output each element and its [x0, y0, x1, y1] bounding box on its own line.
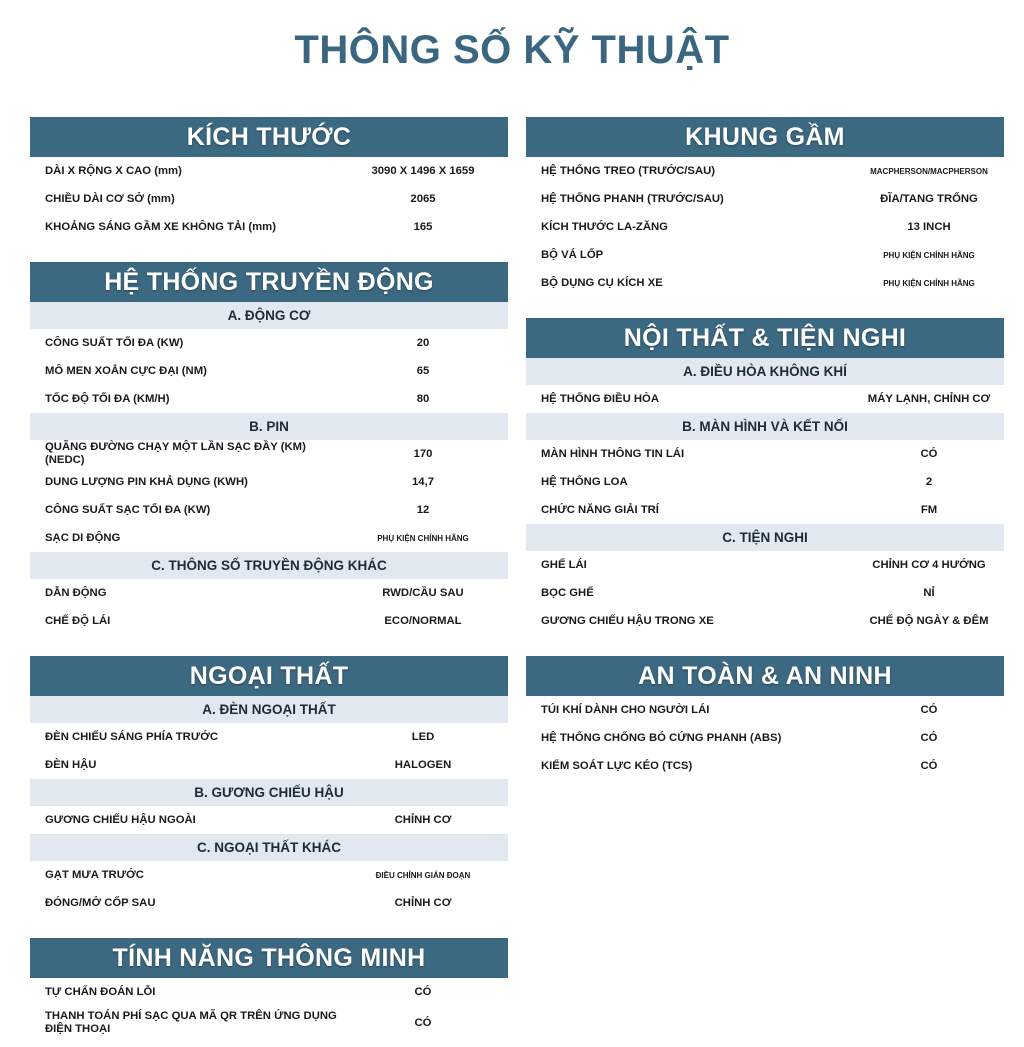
spec-label: GƯƠNG CHIẾU HẬU TRONG XE: [541, 614, 714, 627]
spec-label: HỆ THỐNG TREO (TRƯỚC/SAU): [541, 164, 716, 177]
spec-value: 170: [413, 448, 433, 460]
spec-label: ĐÈN CHIẾU SÁNG PHÍA TRƯỚC: [45, 730, 218, 743]
spec-row: [30, 496, 508, 524]
spec-row: [526, 579, 1004, 607]
spec-row: [30, 751, 508, 779]
spec-row: [526, 468, 1004, 496]
spec-value: CHỈNH CƠ: [394, 897, 452, 909]
spec-label: CÔNG SUẤT SẠC TỐI ĐA (KW): [45, 503, 211, 516]
spec-value: MÁY LẠNH, CHỈNH CƠ: [867, 393, 991, 405]
sub-section-header: B. GƯƠNG CHIẾU HẬU: [30, 779, 508, 806]
section-header: KÍCH THƯỚC: [30, 117, 508, 157]
spec-value: ECO/NORMAL: [384, 615, 462, 627]
spec-value: ĐIỀU CHỈNH GIÁN ĐOẠN: [375, 870, 471, 880]
spec-label: MÔ MEN XOẮN CỰC ĐẠI (NM): [45, 364, 207, 377]
spec-row: [30, 185, 508, 213]
spec-label: CÔNG SUẤT TỐI ĐA (KW): [45, 336, 184, 349]
spec-label: ĐÈN HẬU: [45, 758, 97, 771]
spec-value: 13 INCH: [907, 221, 951, 233]
spec-value: PHỤ KIỆN CHÍNH HÃNG: [377, 533, 469, 543]
spec-value: CÓ: [414, 986, 432, 998]
spec-label: CHỨC NĂNG GIẢI TRÍ: [541, 503, 659, 516]
spec-label: BỘ VÁ LỐP: [541, 248, 604, 261]
spec-value: PHỤ KIỆN CHÍNH HÃNG: [883, 250, 975, 260]
section-header: AN TOÀN & AN NINH: [526, 656, 1004, 696]
spec-row: [30, 607, 508, 635]
spec-value: 12: [416, 504, 430, 516]
spec-label: DÀI X RỘNG X CAO (mm): [45, 164, 182, 177]
spec-row: [526, 269, 1004, 297]
spec-label: CHẾ ĐỘ LÁI: [45, 614, 111, 627]
spec-row: [30, 889, 508, 917]
spec-value: RWD/CẦU SAU: [382, 587, 464, 599]
spec-section-an-toan-an-ninh: [526, 656, 1004, 780]
spec-row: [30, 329, 508, 357]
sub-section-header: B. PIN: [30, 413, 508, 440]
spec-label: GƯƠNG CHIẾU HẬU NGOÀI: [45, 813, 196, 826]
spec-value: NỈ: [923, 587, 935, 599]
spec-row: [526, 241, 1004, 269]
spec-section-noi-that-tien-nghi: [526, 318, 1004, 635]
section-header: NGOẠI THẤT: [30, 656, 508, 696]
spec-row: [30, 213, 508, 241]
spec-section-khung-gam: [526, 117, 1004, 297]
spec-value: 80: [416, 393, 430, 405]
spec-row: [30, 723, 508, 751]
spec-row: [30, 357, 508, 385]
spec-value: 3090 X 1496 X 1659: [371, 165, 475, 177]
spec-label: HỆ THỐNG PHANH (TRƯỚC/SAU): [541, 192, 724, 205]
spec-value: 2065: [410, 193, 436, 205]
spec-label: QUÃNG ĐƯỜNG CHẠY MỘT LẦN SẠC ĐẦY (KM) (NEDC): [45, 441, 306, 466]
spec-label: HỆ THỐNG ĐIỀU HÒA: [541, 392, 659, 405]
spec-label: DUNG LƯỢNG PIN KHẢ DỤNG (KWH): [45, 475, 248, 488]
spec-row: [526, 185, 1004, 213]
spec-row: [30, 524, 508, 552]
spec-label: KÍCH THƯỚC LA-ZĂNG: [541, 220, 668, 233]
spec-label: GHẾ LÁI: [541, 558, 587, 571]
spec-row: [526, 385, 1004, 413]
spec-label: SẠC DI ĐỘNG: [45, 531, 121, 544]
spec-row: [526, 752, 1004, 780]
spec-value: CHỈNH CƠ: [394, 814, 452, 826]
sub-section-header: C. THÔNG SỐ TRUYỀN ĐỘNG KHÁC: [30, 552, 508, 579]
spec-row: [526, 157, 1004, 185]
spec-value: 20: [416, 337, 430, 349]
spec-value: 14,7: [412, 476, 434, 488]
spec-section-he-thong-truyen-dong: [30, 262, 508, 635]
spec-value: FM: [920, 504, 938, 516]
spec-label: BỘ DỤNG CỤ KÍCH XE: [541, 276, 663, 289]
spec-label: HỆ THỐNG CHỐNG BÓ CỨNG PHANH (ABS): [541, 731, 782, 744]
spec-section-kich-thuoc: [30, 117, 508, 241]
spec-label: MÀN HÌNH THÔNG TIN LÁI: [541, 447, 685, 460]
spec-value: CHỈNH CƠ 4 HƯỚNG: [872, 559, 986, 571]
spec-row: [526, 551, 1004, 579]
section-header: HỆ THỐNG TRUYỀN ĐỘNG: [30, 262, 508, 302]
spec-row: [30, 468, 508, 496]
right-column: [526, 117, 1004, 801]
spec-value: LED: [411, 731, 435, 743]
spec-value: 65: [416, 365, 430, 377]
spec-row: [30, 385, 508, 413]
spec-row: [30, 440, 508, 468]
spec-value: CÓ: [920, 704, 938, 716]
spec-label: GẠT MƯA TRƯỚC: [45, 868, 144, 881]
spec-value: CÓ: [920, 760, 938, 772]
spec-row: [30, 157, 508, 185]
sub-section-header: B. MÀN HÌNH VÀ KẾT NỐI: [526, 413, 1004, 440]
spec-label: KIỂM SOÁT LỰC KÉO (TCS): [541, 759, 693, 772]
spec-section-tinh-nang-thong-minh: [30, 938, 508, 1040]
section-header: NỘI THẤT & TIỆN NGHI: [526, 318, 1004, 358]
spec-row: [30, 806, 508, 834]
spec-value: 165: [413, 221, 433, 233]
spec-label: BỌC GHẾ: [541, 586, 594, 599]
spec-row: [30, 1006, 508, 1040]
spec-value: CHẾ ĐỘ NGÀY & ĐÊM: [869, 615, 989, 627]
left-column: [30, 117, 508, 1047]
spec-value: HALOGEN: [394, 759, 452, 771]
spec-row: [526, 607, 1004, 635]
spec-row: [30, 861, 508, 889]
spec-value: CÓ: [414, 1017, 432, 1029]
spec-label: ĐÓNG/MỞ CỐP SAU: [45, 896, 156, 909]
sub-section-header: A. ĐIỀU HÒA KHÔNG KHÍ: [526, 358, 1004, 385]
spec-value: 2: [925, 476, 933, 488]
spec-row: [526, 724, 1004, 752]
spec-value: CÓ: [920, 448, 938, 460]
section-header: TÍNH NĂNG THÔNG MINH: [30, 938, 508, 978]
spec-row: [526, 213, 1004, 241]
section-header: KHUNG GẦM: [526, 117, 1004, 157]
spec-value: MACPHERSON/MACPHERSON: [870, 166, 988, 176]
spec-section-ngoai-that: [30, 656, 508, 917]
spec-row: [30, 579, 508, 607]
spec-label: CHIỀU DÀI CƠ SỞ (mm): [45, 192, 175, 205]
spec-label: KHOẢNG SÁNG GẦM XE KHÔNG TẢI (mm): [45, 220, 276, 233]
spec-value: ĐĨA/TANG TRỐNG: [880, 193, 978, 205]
spec-row: [30, 978, 508, 1006]
spec-label: TỐC ĐỘ TỐI ĐA (KM/H): [45, 392, 170, 405]
spec-value: PHỤ KIỆN CHÍNH HÃNG: [883, 278, 975, 288]
sub-section-header: A. ĐỘNG CƠ: [30, 302, 508, 329]
spec-row: [526, 696, 1004, 724]
spec-label: DẪN ĐỘNG: [45, 586, 107, 599]
spec-label: THANH TOÁN PHÍ SẠC QUA MÃ QR TRÊN ỨNG DỤNG ĐIỆN THOẠI: [45, 1010, 337, 1035]
spec-label: TÚI KHÍ DÀNH CHO NGƯỜI LÁI: [541, 703, 710, 716]
spec-label: HỆ THỐNG LOA: [541, 475, 628, 488]
sub-section-header: C. TIỆN NGHI: [526, 524, 1004, 551]
sub-section-header: C. NGOẠI THẤT KHÁC: [30, 834, 508, 861]
spec-row: [526, 440, 1004, 468]
sub-section-header: A. ĐÈN NGOẠI THẤT: [30, 696, 508, 723]
page-title: THÔNG SỐ KỸ THUẬT: [294, 28, 730, 72]
spec-label: TỰ CHẨN ĐOÁN LỖI: [45, 985, 156, 998]
spec-row: [526, 496, 1004, 524]
spec-value: CÓ: [920, 732, 938, 744]
